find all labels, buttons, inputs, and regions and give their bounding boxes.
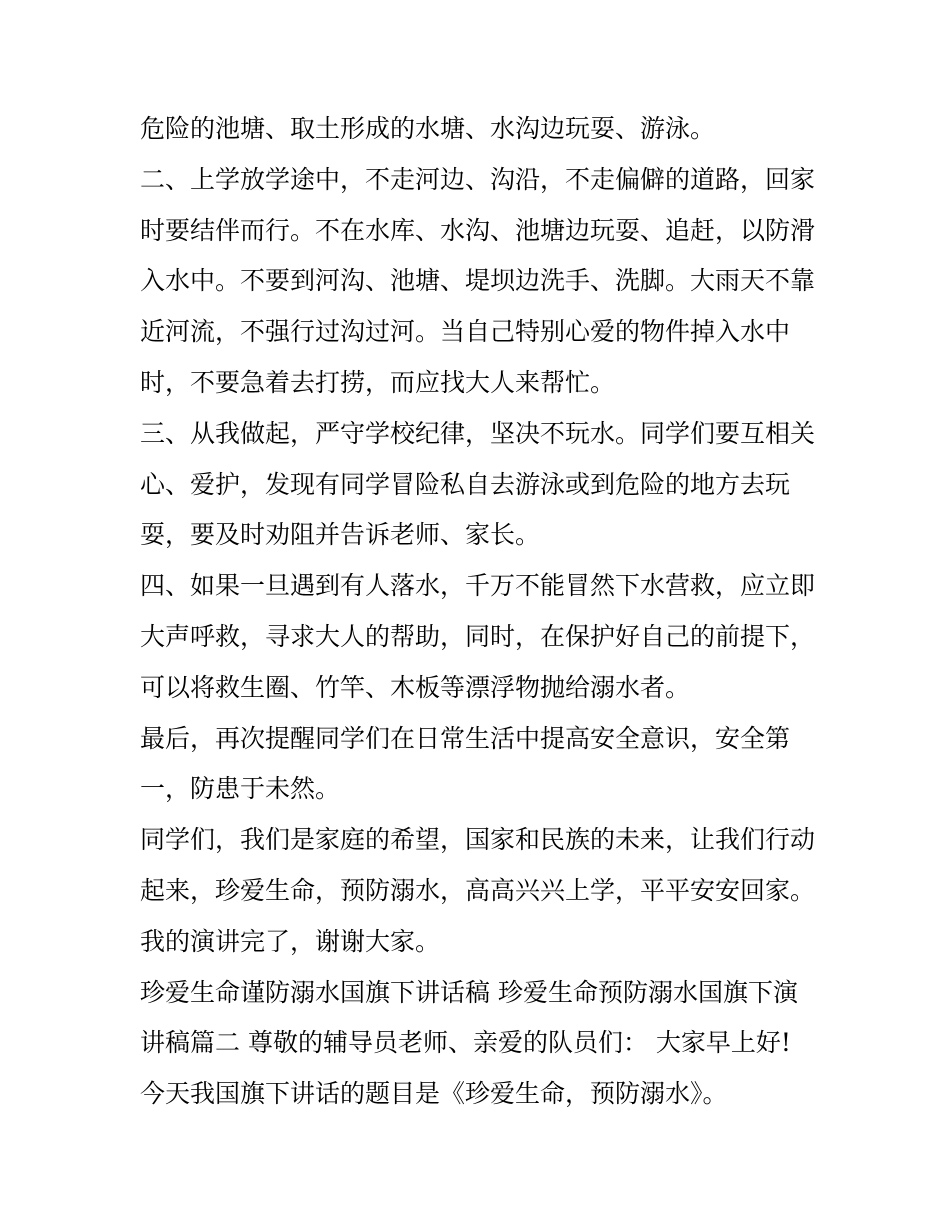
text-line: 危险的池塘、取土形成的水塘、水沟边玩耍、游泳。 xyxy=(140,114,716,143)
text-line: 起来，珍爱生命，预防溺水，高高兴兴上学，平平安安回家。 xyxy=(140,875,816,905)
text-line: 讲稿篇二 尊敬的辅导员老师、亲爱的队员们： 大家早上好! xyxy=(140,1028,791,1058)
text-line: 耍，要及时劝阻并告诉老师、家长。 xyxy=(140,520,541,550)
text-line: 三、从我做起，严守学校纪律，坚决不玩水。同学们要互相关 xyxy=(140,418,816,448)
text-line: 我的演讲完了，谢谢大家。 xyxy=(140,926,441,956)
text-line: 二、上学放学途中，不走河边、沟沿，不走偏僻的道路，回家 xyxy=(140,164,816,194)
text-line: 一，防患于未然。 xyxy=(140,774,341,804)
text-line: 可以将救生圈、竹竿、木板等漂浮物抛给溺水者。 xyxy=(140,672,691,702)
text-line: 大声呼救，寻求大人的帮助，同时，在保护好自己的前提下， xyxy=(140,621,816,651)
text-line: 心、爱护，发现有同学冒险私自去游泳或到危险的地方去玩 xyxy=(140,469,791,499)
text-line: 四、如果一旦遇到有人落水，千万不能冒然下水营救，应立即 xyxy=(140,571,816,601)
text-line: 近河流，不强行过沟过河。当自己特别心爱的物件掉入水中 xyxy=(140,317,791,347)
text-line: 时，不要急着去打捞，而应找大人来帮忙。 xyxy=(140,367,616,397)
text-line: 入水中。不要到河沟、池塘、堤坝边洗手、洗脚。大雨天不靠 xyxy=(140,266,816,296)
text-line: 同学们，我们是家庭的希望，国家和民族的未来，让我们行动 xyxy=(140,825,816,855)
text-line: 最后，再次提醒同学们在日常生活中提高安全意识，安全第 xyxy=(140,723,791,753)
document-body xyxy=(140,104,820,1120)
text-line: 珍爱生命谨防溺水国旗下讲话稿 珍爱生命预防溺水国旗下演 xyxy=(140,977,798,1007)
text-line: 时要结伴而行。不在水库、水沟、池塘边玩耍、追赶，以防滑 xyxy=(140,215,816,245)
text-line: 今天我国旗下讲话的题目是《珍爱生命，预防溺水》。 xyxy=(140,1079,728,1109)
